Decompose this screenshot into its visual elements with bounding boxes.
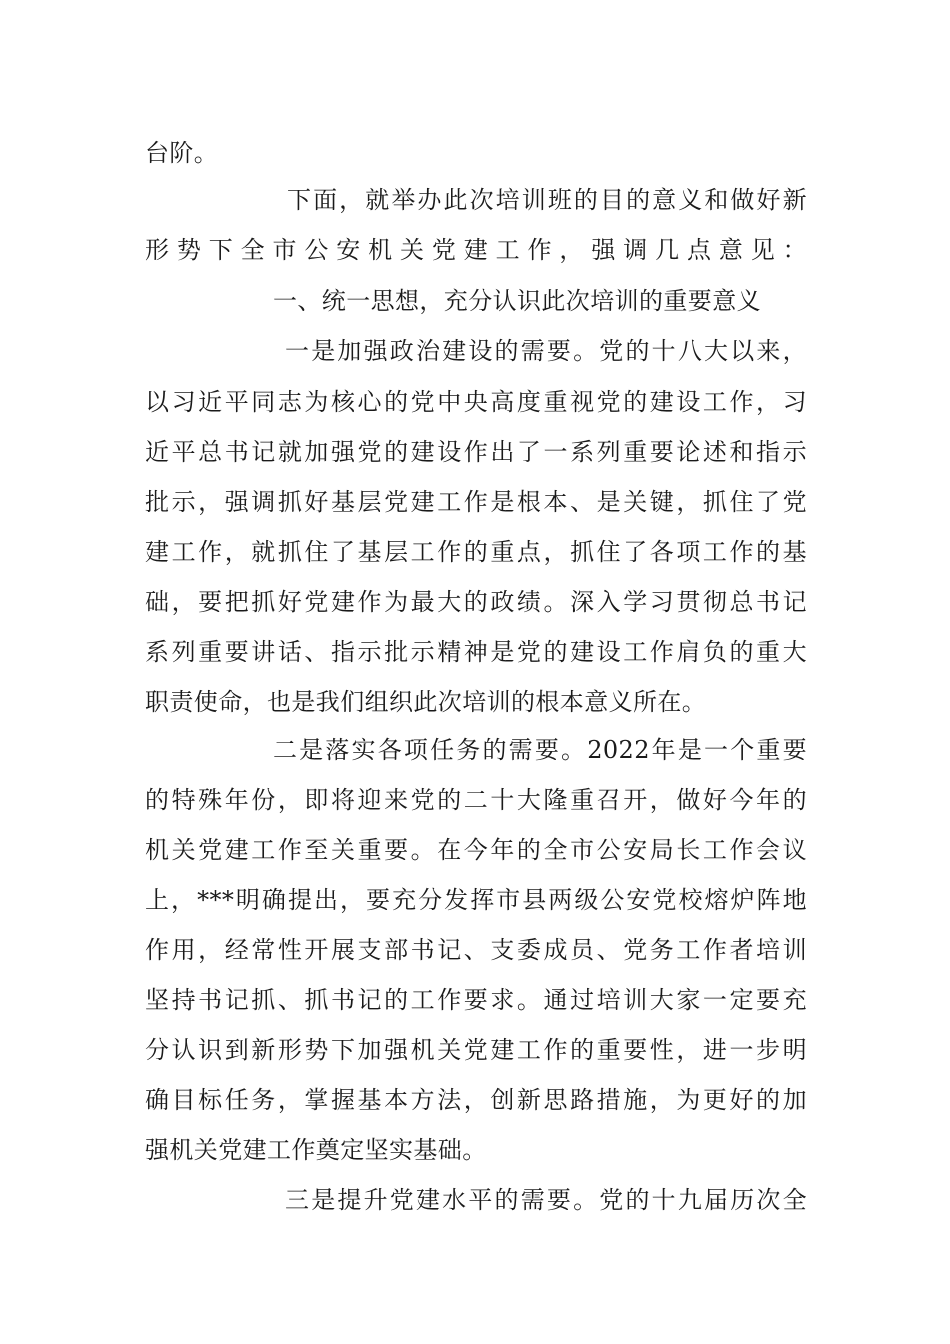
- text-line-2: 下面，就举办此次培训班的目的意义和做好新: [287, 186, 807, 214]
- text-line-8: 批示，强调抓好基层党建工作是根本、是关键，抓住了党: [145, 488, 807, 516]
- text-line-17: 作用，经常性开展支部书记、支委成员、党务工作者培训: [145, 936, 807, 964]
- text-line-6: 以习近平同志为核心的党中央高度重视党的建设工作，习: [145, 388, 807, 416]
- text-line-19: 分认识到新形势下加强机关党建工作的重要性，进一步明: [145, 1036, 807, 1064]
- text-line-13: 二是落实各项任务的需要。2022年是一个重要: [273, 736, 807, 764]
- text-line-21: 强机关党建工作奠定坚实基础。: [145, 1136, 487, 1164]
- text-line-12: 职责使命，也是我们组织此次培训的根本意义所在。: [145, 688, 707, 716]
- text-line-3: 形势下全市公安机关党建工作，强调几点意见：: [145, 236, 807, 264]
- text-line-15: 机关党建工作至关重要。在今年的全市公安局长工作会议: [145, 836, 807, 864]
- text-line-16: 上，***明确提出，要充分发挥市县两级公安党校熔炉阵地: [145, 886, 807, 914]
- text-line-10: 础，要把抓好党建作为最大的政绩。深入学习贯彻总书记: [145, 588, 807, 616]
- text-line-5: 一是加强政治建设的需要。党的十八大以来，: [285, 337, 807, 365]
- text-line-1: 台阶。: [145, 139, 219, 167]
- text-line-11: 系列重要讲话、指示批示精神是党的建设工作肩负的重大: [145, 638, 807, 666]
- text-line-20: 确目标任务，掌握基本方法，创新思路措施，为更好的加: [145, 1086, 807, 1114]
- text-line-22: 三是提升党建水平的需要。党的十九届历次全: [285, 1186, 807, 1214]
- section-heading: 一、统一思想，充分认识此次培训的重要意义: [273, 287, 761, 315]
- text-line-7: 近平总书记就加强党的建设作出了一系列重要论述和指示: [145, 438, 807, 466]
- text-line-18: 坚持书记抓、抓书记的工作要求。通过培训大家一定要充: [145, 986, 807, 1014]
- text-line-14: 的特殊年份，即将迎来党的二十大隆重召开，做好今年的: [145, 786, 807, 814]
- text-line-9: 建工作，就抓住了基层工作的重点，抓住了各项工作的基: [145, 538, 807, 566]
